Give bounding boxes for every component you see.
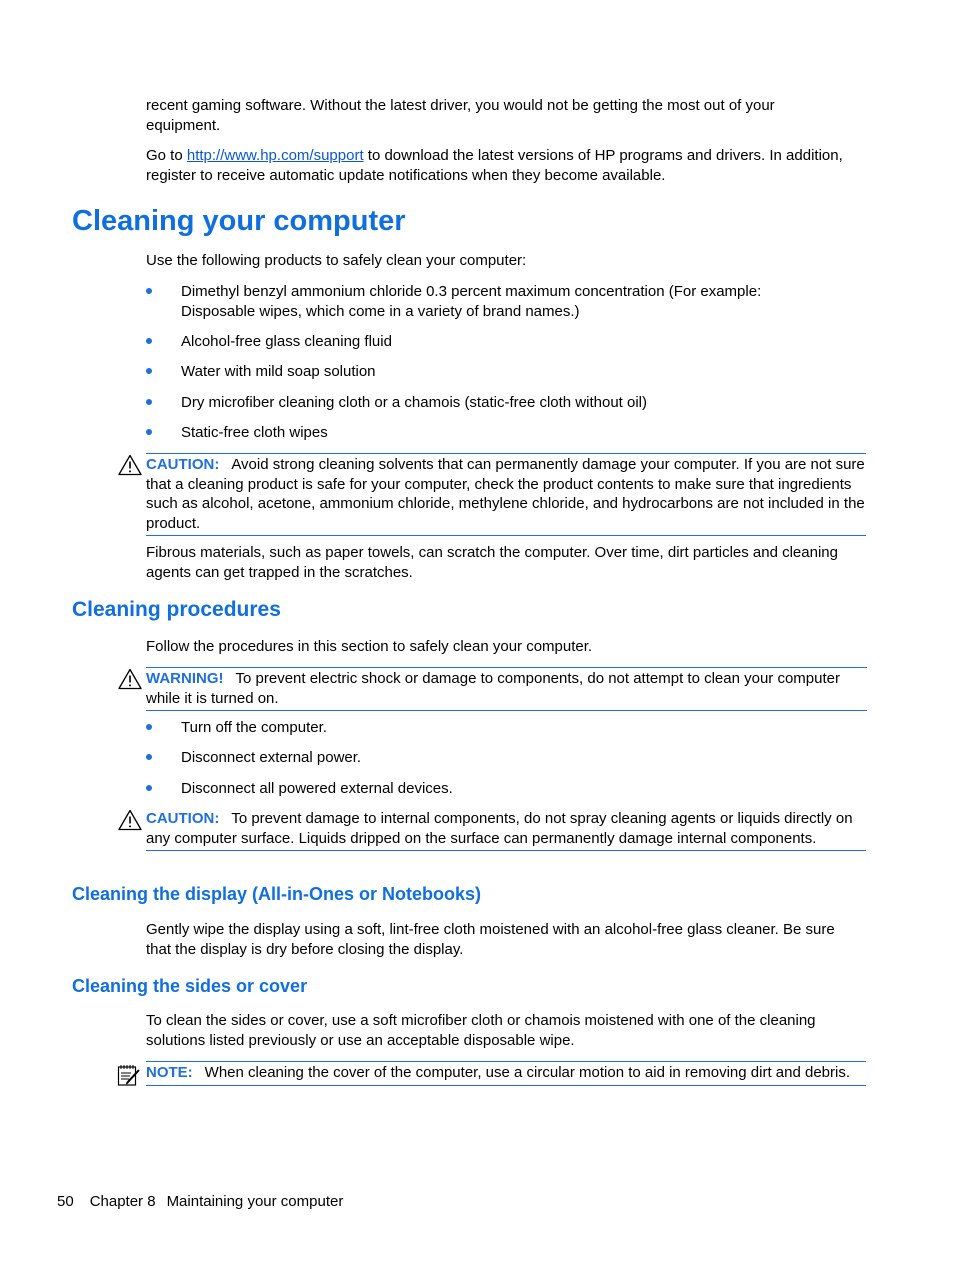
note-label: NOTE: bbox=[146, 1064, 193, 1081]
page-footer bbox=[57, 1192, 457, 1211]
list-item: Disconnect all powered external devices. bbox=[181, 780, 453, 797]
intro-paragraph-2 bbox=[146, 146, 846, 185]
note-callout bbox=[146, 1061, 866, 1086]
note-text: When cleaning the cover of the computer, use a circular motion to aid in removing dirt and debris. bbox=[204, 1064, 851, 1081]
chapter-title: Maintaining your computer bbox=[166, 1193, 344, 1210]
caution-callout bbox=[146, 453, 866, 536]
list-item: Static-free cloth wipes bbox=[181, 424, 328, 441]
fibrous-paragraph: Fibrous materials, such as paper towels, can scratch the computer. Over time, dirt particles and cleaning agents can get trapped in the scratches. bbox=[146, 544, 838, 581]
bullet-dot bbox=[146, 368, 152, 374]
caution-label: CAUTION: bbox=[146, 456, 220, 473]
warning-text: To prevent electric shock or damage to components, do not attempt to clean your computer while it is turned on. bbox=[146, 670, 840, 707]
caution-callout bbox=[146, 808, 866, 851]
chapter-label: Chapter 8 bbox=[89, 1193, 156, 1210]
list-item: Water with mild soap solution bbox=[181, 363, 376, 380]
caution-label: CAUTION: bbox=[146, 810, 220, 827]
list-item: Alcohol-free glass cleaning fluid bbox=[181, 333, 392, 350]
procedures-lead: Follow the procedures in this section to safely clean your computer. bbox=[146, 638, 593, 655]
list-item: Dimethyl benzyl ammonium chloride 0.3 percent maximum concentration (For example: Disposable wipes, which come in a variety of brand names.) bbox=[181, 283, 762, 320]
caution-text: Avoid strong cleaning solvents that can permanently damage your computer. If you are not sure that a cleaning product is safe for your computer, check the product contents to make sure that ingredients such as alcohol, acetone, ammonium chloride, methylene chloride, and hydrocarbons are not included in the product. bbox=[146, 456, 865, 532]
bullet-dot bbox=[146, 754, 152, 760]
bullet-dot bbox=[146, 724, 152, 730]
subsection-heading: Cleaning the sides or cover bbox=[72, 976, 308, 996]
page-title: Cleaning your computer bbox=[72, 205, 406, 237]
hp-support-link[interactable]: http://www.hp.com/support bbox=[186, 147, 364, 164]
warning-label: WARNING! bbox=[146, 670, 224, 687]
section-lead: Use the following products to safely clean your computer: bbox=[146, 252, 527, 269]
bullet-dot bbox=[146, 399, 152, 405]
display-paragraph: Gently wipe the display using a soft, lint-free cloth moistened with an alcohol-free glass cleaner. Be sure that the display is dry before closing the display. bbox=[146, 921, 835, 958]
list-item: Turn off the computer. bbox=[181, 719, 327, 736]
warning-callout bbox=[146, 667, 867, 711]
list-item: Dry microfiber cleaning cloth or a chamois (static-free cloth without oil) bbox=[181, 394, 648, 411]
warning-triangle-icon bbox=[118, 668, 142, 690]
intro-paragraph: recent gaming software. Without the latest driver, you would not be getting the most out of your equipment. bbox=[146, 97, 775, 134]
bullet-dot bbox=[146, 429, 152, 435]
warning-triangle-icon bbox=[118, 454, 142, 476]
warning-triangle-icon bbox=[118, 809, 142, 831]
bullet-dot bbox=[146, 785, 152, 791]
note-pad-icon bbox=[116, 1062, 142, 1088]
subsection-heading: Cleaning the display (All-in-Ones or Notebooks) bbox=[72, 884, 482, 904]
list-item: Disconnect external power. bbox=[181, 749, 362, 766]
intro-text-before: Go to bbox=[146, 147, 187, 164]
caution-text: To prevent damage to internal components, do not spray cleaning agents or liquids directly on any computer surface. Liquids dripped on the surface can permanently damage internal components. bbox=[146, 810, 853, 847]
sides-paragraph: To clean the sides or cover, use a soft microfiber cloth or chamois moistened with one of the cleaning solutions listed previously or use an acceptable disposable wipe. bbox=[146, 1012, 816, 1049]
bullet-dot bbox=[146, 288, 152, 294]
bullet-dot bbox=[146, 338, 152, 344]
section-heading: Cleaning procedures bbox=[72, 598, 281, 621]
page-number: 50 bbox=[57, 1193, 74, 1210]
intro-text-after: to download the latest versions of HP programs and drivers. In addition, register to receive automatic update notifications when they become available. bbox=[146, 147, 843, 184]
